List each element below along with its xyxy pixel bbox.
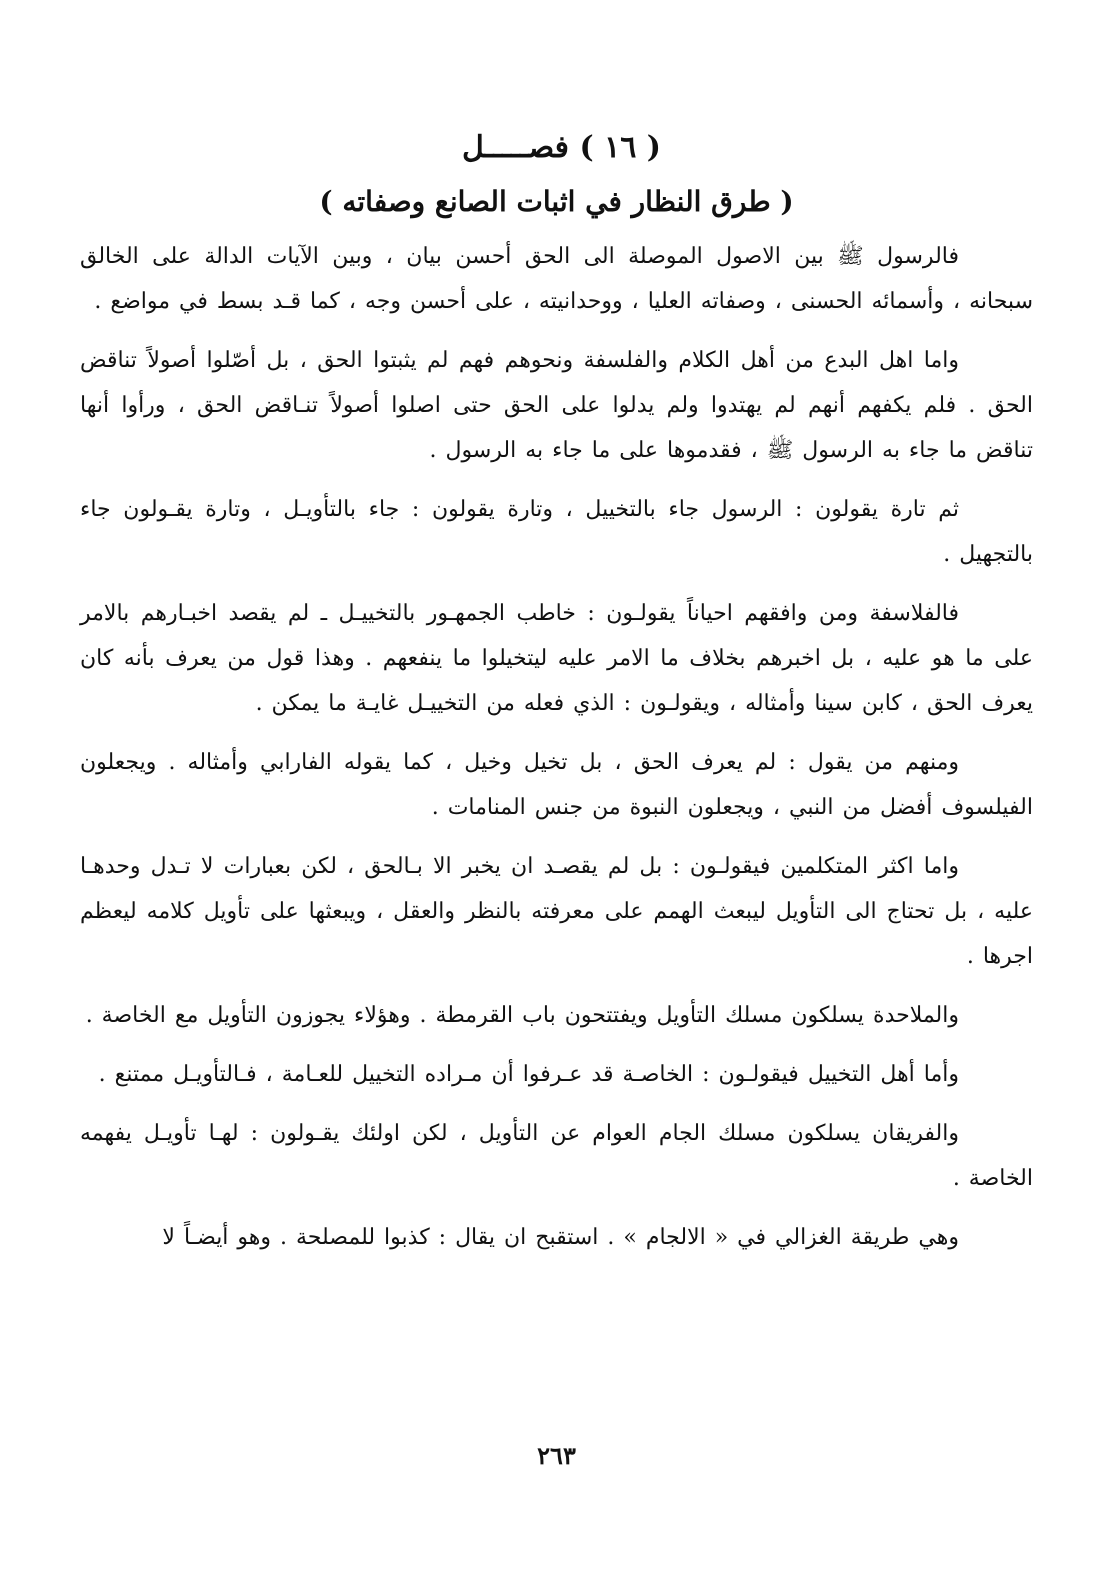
paragraph: ثم تارة يقولون : الرسول جاء بالتخييل ، وتارة يقولون : جاء بالتأويـل ، وتارة يقـولون جاء بالتجهيل . — [80, 497, 1033, 567]
page-content — [80, 126, 1033, 1506]
paragraph: والفريقان يسلكون مسلك الجام العوام عن التأويل ، لكن اولئك يقـولون : لهـا تأويـل يفهمه الخاصة . — [80, 1121, 1033, 1191]
body-text — [80, 234, 1033, 1260]
paragraph: واما اكثر المتكلمين فيقولـون : بل لم يقصـد ان يخبر الا بـالحق ، لكن بعبارات لا تـدل وحدهـا عليه ، بل تحتاج الى التأويل ليبعث الهمم على معرفته بالنظر والعقل ، ويبعثها على تأويل كلامه ليعظم اجرها . — [80, 854, 1033, 969]
page-number: ٢٦٣ — [537, 1441, 576, 1470]
paragraph: فالرسول ﷺ بين الاصول الموصلة الى الحق أحسن بيان ، وبين الآيات الدالة على الخالق سبحانه ، وأسمائه الحسنى ، وصفاته العليا ، ووحدانيته ، على أحسن وجه ، كما قـد بسط في مواضع . — [80, 244, 1033, 314]
paragraph: ومنهم من يقول : لم يعرف الحق ، بل تخيل وخيل ، كما يقوله الفارابي وأمثاله . ويجعلون الفيلسوف أفضل من النبي ، ويجعلون النبوة من جنس المنامات . — [80, 750, 1033, 820]
paragraph: واما اهل البدع من أهل الكلام والفلسفة ونحوهم فهم لم يثبتوا الحق ، بل أصّلوا أصولاً تناقض الحق . فلم يكفهم أنهم لم يهتدوا ولم يدلوا على الحق حتى اصلوا أصولاً تنـاقض الحق ، ورأوا أنها تناقض ما جاء به الرسول ﷺ ، فقدموها على ما جاء به الرسول . — [80, 348, 1033, 463]
paragraph: وهي طريقة الغزالي في « الالجام » . استقبح ان يقال : كذبوا للمصلحة . وهو أيضـاً لا — [162, 1225, 959, 1250]
section-number-heading: ( ١٦ ) فصـــــل — [462, 130, 661, 165]
paragraph: وأما أهل التخييل فيقولـون : الخاصـة قد عـرفوا أن مـراده التخييل للعـامة ، فـالتأويـل ممتنع . — [98, 1062, 959, 1087]
paragraph: فالفلاسفة ومن وافقهم احياناً يقولـون : خاطب الجمهـور بالتخييـل ـ لم يقصد اخبـارهم بالامر على ما هو عليه ، بل اخبرهم بخلاف ما الامر عليه ليتخيلوا ما ينفعهم . وهذا قول من يعرف بأنه كان يعرف الحق ، كابن سينا وأمثاله ، ويقولـون : الذي فعله من التخييـل غايـة ما يمكن . — [80, 601, 1033, 716]
paragraph: والملاحدة يسلكون مسلك التأويل ويفتتحون باب القرمطة . وهؤلاء يجوزون التأويل مع الخاصة . — [85, 1003, 959, 1028]
section-subtitle: ( طرق النظار في اثبات الصانع وصفاته ) — [319, 185, 794, 218]
